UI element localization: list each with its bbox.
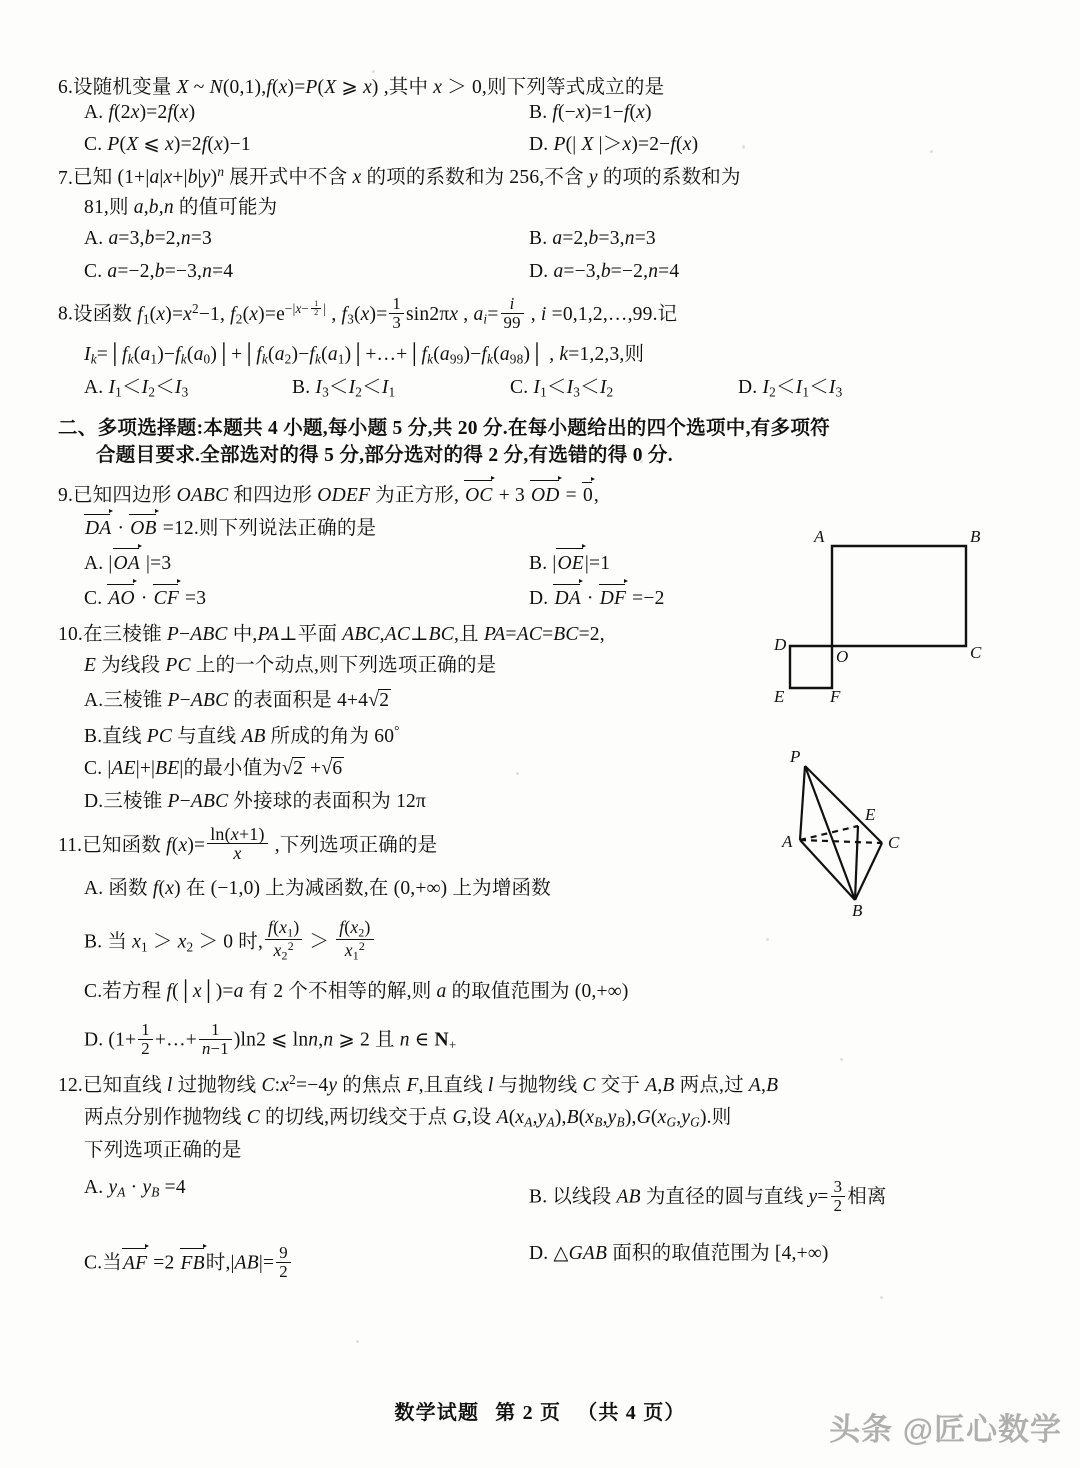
option-9-A[interactable]: A. |OA |=3 bbox=[84, 552, 172, 574]
option-6-C[interactable]: C. P(X ⩽ x)=2f(x)−1 bbox=[84, 134, 251, 155]
question-6-number: 6. bbox=[58, 77, 74, 98]
option-8-C[interactable]: C. I1＜I3＜I2 bbox=[510, 376, 614, 400]
option-11-D[interactable]: D. (1+ $\frac{1}{2}$ +…+ $\frac{1}{n-1}$ )ln2 ⩽ lnn,n ⩾ 2 且 n ∈ N+ bbox=[84, 1020, 457, 1058]
option-8-D[interactable]: D. I2＜I1＜I3 bbox=[738, 376, 843, 400]
section-header-multiple-choice bbox=[58, 415, 958, 470]
section-header-line1: 二、多项选择题:本题共 4 小题,每小题 5 分,共 20 分.在每小题给出的四个选项中,有多项符 bbox=[58, 417, 830, 439]
question-9-number: 9. bbox=[58, 484, 74, 506]
figure-10-label-B: B bbox=[852, 901, 863, 918]
question-10-number: 10. bbox=[58, 623, 83, 645]
question-10-stem-line1: 10.在三棱锥 P−ABC 中,PA⊥平面 ABC,AC⊥BC,且 PA=AC=BC=2, bbox=[58, 623, 605, 645]
figure-10-label-P: P bbox=[790, 748, 801, 766]
scan-speck bbox=[356, 1340, 359, 1343]
figure-9-label-F: F bbox=[830, 687, 841, 703]
question-8-options bbox=[58, 378, 958, 399]
option-12-B[interactable]: B. 以线段 AB 为直径的圆与直线 y= $\frac{3}{2}$ 相离 bbox=[529, 1177, 887, 1215]
figure-10-label-C: C bbox=[888, 833, 900, 852]
question-8-stem-line1: 8.设函数 $f1(x)=x^2-1$, $f2(x)=e^{-|x- \frac{1}{2} |}$ , f3(x)= $\frac{1}{3}$ sin2πx , $a_i=$ $\frac{i}{99}$ , i =0,1,2,…,99.记 bbox=[58, 294, 678, 332]
option-9-D[interactable]: D. DA · DF =−2 bbox=[529, 588, 665, 610]
question-12-number: 12. bbox=[58, 1075, 83, 1097]
figure-10-label-E: E bbox=[865, 805, 876, 824]
watermark: 头条 @匠心数学 bbox=[829, 1412, 1062, 1447]
figure-question-10 bbox=[770, 748, 975, 918]
question-12 bbox=[58, 1073, 958, 1280]
question-7-number: 7. bbox=[58, 167, 74, 189]
option-10-D[interactable]: D.三棱锥 P−ABC 外接球的表面积为 12π bbox=[84, 791, 427, 813]
option-11-C[interactable]: C.若方程 f(│x│)=a 有 2 个不相等的解,则 a 的取值范围为 (0,+∞) bbox=[84, 980, 629, 1002]
question-6 bbox=[58, 78, 958, 155]
option-12-D[interactable]: D. △GAB 面积的取值范围为 [4,+∞) bbox=[529, 1243, 829, 1265]
option-6-A[interactable]: A. f(2x)=2f(x) bbox=[84, 101, 196, 123]
option-8-B[interactable]: B. I3＜I2＜I1 bbox=[292, 376, 396, 400]
scan-speck bbox=[372, 70, 375, 73]
option-9-B[interactable]: B. |OE|=1 bbox=[529, 552, 611, 574]
question-11-number: 11. bbox=[58, 834, 83, 856]
footer-subject: 数学试题 bbox=[394, 1402, 480, 1424]
question-7-stem-line1: 7.已知 $(1+|a|x+|b|y)^n$ 展开式中不含 x 的项的系数和为 256,不含 y 的项的系数和为 bbox=[58, 164, 741, 189]
option-10-C[interactable]: C. |AE|+|BE|的最小值为√2 +√6 bbox=[84, 757, 343, 780]
question-6-stem: 6.设随机变量 X ~ N(0,1),f(x)=P(X ⩾ x) ,其中 x ＞ 0,则下列等式成立的是 bbox=[58, 77, 665, 98]
question-6-options bbox=[58, 103, 958, 155]
question-8-number: 8. bbox=[58, 303, 74, 325]
scan-speck bbox=[880, 1296, 883, 1299]
question-8-stem-line2: $I_k=│f_k(a1)-f_k(a0)│+│f_k(a2)-f_k(a1)│+\dots+│f_k(a99)-f_k(a98)│$ , k=1,2,3,则 bbox=[84, 343, 645, 367]
option-7-D[interactable]: D. a=−3,b=−2,n=4 bbox=[529, 260, 680, 282]
question-7-options bbox=[58, 229, 958, 281]
question-9-stem-line2: DA · OB =12.则下列说法正确的是 bbox=[85, 518, 377, 540]
question-11-stem: 11.已知函数 f(x)= $\frac{\ln(x+1)}{x}$ ,下列选项正确的是 bbox=[58, 823, 438, 864]
figure-9-label-O: O bbox=[836, 647, 849, 666]
question-12-options bbox=[58, 1178, 958, 1280]
footer-page-total: （共 4 页） bbox=[577, 1402, 686, 1424]
option-7-A[interactable]: A. a=3,b=2,n=3 bbox=[84, 228, 212, 250]
option-10-A[interactable]: A.三棱锥 P−ABC 的表面积是 4+4√2 bbox=[84, 688, 390, 711]
section-header-line2: 合题目要求.全部选对的得 5 分,部分选对的得 2 分,有选错的得 0 分. bbox=[96, 445, 673, 467]
figure-question-9 bbox=[770, 528, 985, 703]
option-12-C[interactable]: C.当AF =2 FB时,|AB|= $\frac{9}{2}$ bbox=[84, 1244, 529, 1280]
figure-9-label-B: B bbox=[970, 528, 981, 546]
footer-page-label: 第 2 页 bbox=[495, 1402, 562, 1424]
option-10-B[interactable]: B.直线 PC 与直线 AB 所成的角为 60° bbox=[84, 722, 400, 747]
question-8 bbox=[58, 295, 958, 398]
option-9-C[interactable]: C. AO · CF =3 bbox=[84, 588, 207, 610]
option-7-C[interactable]: C. a=−2,b=−3,n=4 bbox=[84, 260, 234, 282]
question-9-stem-line1: 9.已知四边形 OABC 和四边形 ODEF 为正方形, OC + 3 OD = 0, bbox=[58, 484, 599, 506]
figure-9-label-D: D bbox=[774, 635, 787, 654]
figure-9-label-A: A bbox=[814, 528, 825, 546]
option-7-B[interactable]: B. a=2,b=3,n=3 bbox=[529, 228, 656, 250]
option-11-B[interactable]: B. 当 x1 ＞ x2 ＞ 0 时, $\frac{f(x1)}{x2^2}$ ＞ $\frac{f(x2)}{x1^2}$ bbox=[84, 918, 958, 962]
question-10-stem-line2: E 为线段 PC 上的一个动点,则下列选项正确的是 bbox=[84, 655, 497, 677]
figure-9-label-E: E bbox=[774, 687, 785, 703]
figure-10-label-A: A bbox=[782, 832, 793, 851]
question-12-stem-line2: 两点分别作抛物线 C 的切线,两切线交于点 G,设 $A(x_A,y_A),B(x_B,y_B),G(x_G,y_G)$.则 bbox=[84, 1106, 732, 1130]
option-12-A[interactable]: A. $y_A \cdot y_B =4$ bbox=[84, 1177, 186, 1200]
question-7-stem-line2: 81,则 a,b,n 的值可能为 bbox=[84, 196, 278, 218]
question-7 bbox=[58, 166, 958, 282]
option-6-D[interactable]: D. P(| X |＞x)=2−f(x) bbox=[529, 134, 699, 155]
question-12-stem-line1: 12.已知直线 l 过抛物线 $C:x^2=-4y$ 的焦点 F,且直线 l 与抛物线 C 交于 A,B 两点,过 A,B bbox=[58, 1072, 779, 1097]
option-8-A[interactable]: A. I1＜I2＜I3 bbox=[84, 376, 189, 400]
question-12-stem-line3: 下列选项正确的是 bbox=[84, 1139, 242, 1161]
figure-9-label-C: C bbox=[970, 643, 982, 662]
option-6-B[interactable]: B. f(−x)=1−f(x) bbox=[529, 101, 652, 123]
option-11-A[interactable]: A. 函数 f(x) 在 (−1,0) 上为减函数,在 (0,+∞) 上为增函数 bbox=[84, 878, 551, 900]
